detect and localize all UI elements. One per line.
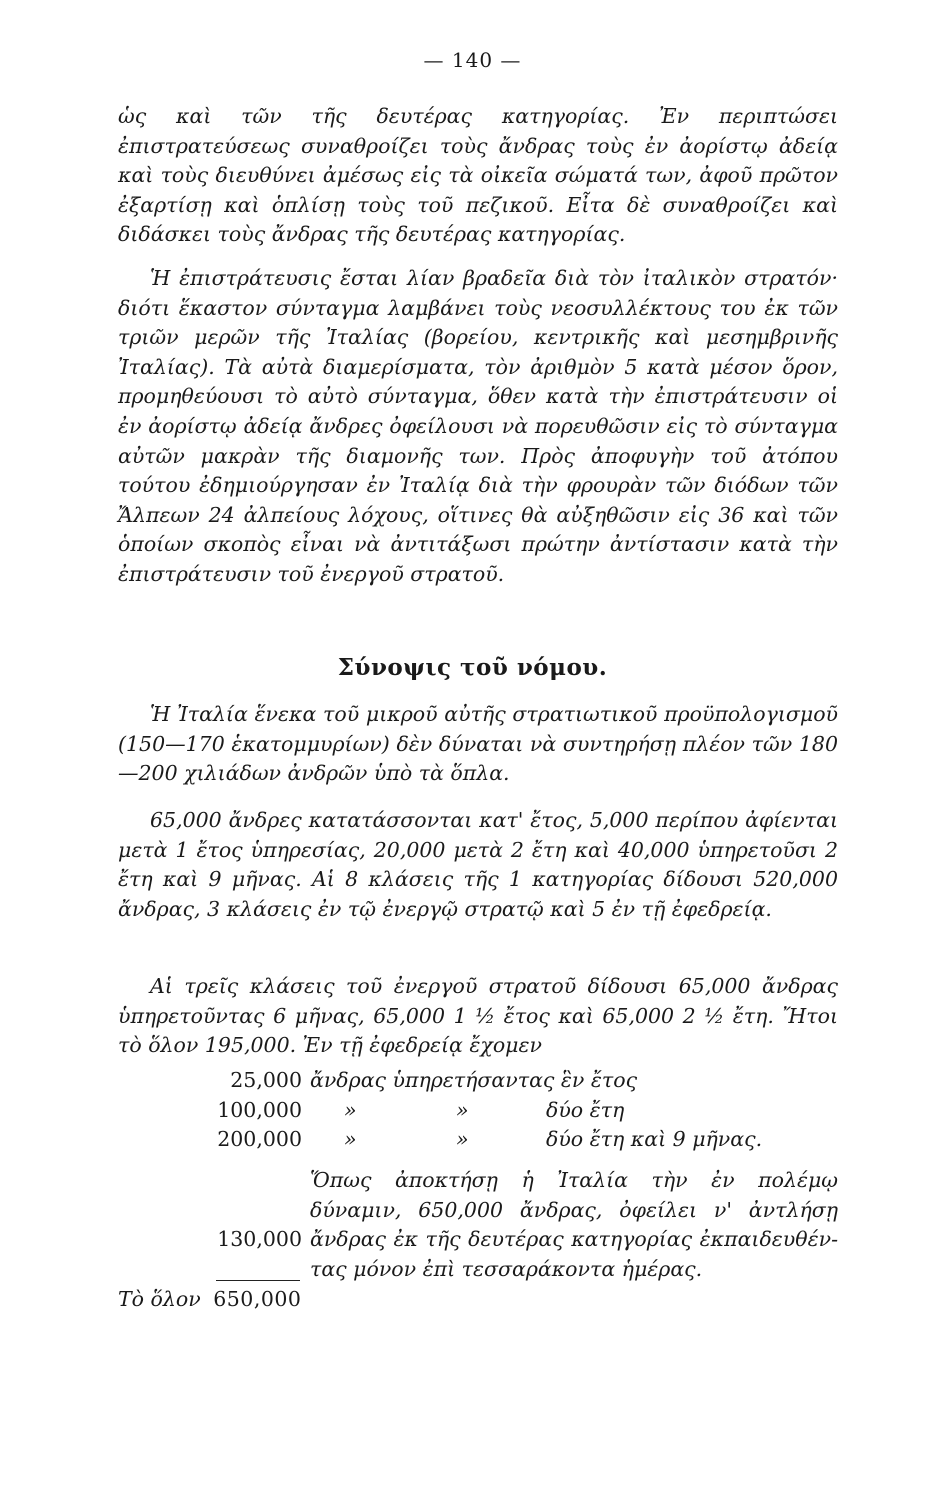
final-line <box>118 1166 838 1196</box>
reserve-count: 25,000 <box>230 1068 302 1092</box>
total-line <box>118 1287 301 1311</box>
section-heading: Σύνοψις τοῦ νόμου. <box>337 654 608 681</box>
total-value: 650,000 <box>213 1287 302 1311</box>
final-text: Ὅπως ἀποκτήσῃ ἡ Ἰταλία τὴν ἐν πολέμῳ <box>310 1168 838 1192</box>
reserve-period: δύο ἔτη καὶ 9 μῆνας. <box>546 1127 763 1152</box>
final-line <box>118 1225 838 1255</box>
ditto-mark: » <box>456 1097 469 1122</box>
page-number: — 140 — <box>423 48 522 72</box>
final-line <box>118 1196 838 1226</box>
reserve-row <box>118 1096 838 1126</box>
ditto-mark: » <box>456 1127 469 1152</box>
ditto-mark: » <box>344 1127 357 1152</box>
paragraph-text: Ἡ ἐπιστράτευσις ἔσται λίαν βραδεῖα διὰ τὸν ἰταλικὸν στρατόν· διότι ἕκαστον σύνταγμα λαμβάνει τοὺς νεοσυλλέκτους του ἐκ τῶν τριῶν μερῶν τῆς Ἰταλίας (βορείου, κεντρικῆς καὶ μεσημβρινῆς Ἰταλίας). Τὰ αὐτὰ διαμερίσματα, τὸν ἀριθμὸν 5 κατὰ μέσον ὅρον, προμηθεύουσι τὸ αὐτὸ σύνταγμα, ὅθεν κατὰ τὴν ἐπιστράτευσιν οἱ ἐν ἀορίστῳ ἀδείᾳ ἄνδρες ὀφείλουσι νὰ πορευθῶσιν εἰς τὸ σύνταγμα αὐτῶν μακρὰν τῆς διαμονῆς των. Πρὸς ἀποφυγὴν τοῦ ἀτόπου τούτου ἐδημιούργησαν ἐν Ἰταλίᾳ διὰ τὴν φρουρὰν τῶν διόδων τῶν Ἄλπεων 24 ἀλπείους λόχους, οἵτινες θὰ αὐξηθῶσιν εἰς 36 καὶ τῶν ὁποίων σκοπὸς εἶναι νὰ ἀντιτάξωσι πρώτην ἀντίστασιν κατὰ τὴν ἐπιστράτευσιν τοῦ ἐνεργοῦ στρατοῦ. <box>118 266 838 586</box>
paragraph-mobilization <box>118 264 838 590</box>
reserve-period: δύο ἔτη <box>546 1097 625 1122</box>
wartime-strength-block <box>118 1166 838 1284</box>
paragraph-budget <box>118 700 838 789</box>
second-category-count: 130,000 <box>217 1227 302 1252</box>
reserve-table <box>118 1066 838 1155</box>
reserve-row <box>118 1125 838 1155</box>
final-text: δύναμιν, 650,000 ἄνδρας, ὀφείλει ν' ἀντλήσῃ <box>310 1197 838 1222</box>
ditto-mark: » <box>344 1097 357 1122</box>
paragraph-text: Ἡ Ἰταλία ἕνεκα τοῦ μικροῦ αὐτῆς στρατιωτικοῦ προϋπολογισμοῦ (150—170 ἑκατομμυρίων) δὲν δύναται νὰ συντηρήσῃ πλέον τῶν 180—200 χιλιάδων ἀνδρῶν ὑπὸ τὰ ὅπλα. <box>118 702 838 786</box>
paragraph-text: Αἱ τρεῖς κλάσεις τοῦ ἐνεργοῦ στρατοῦ δίδουσι 65,000 ἄνδρας ὑπηρετοῦντας 6 μῆνας, 65,000 1 ½ ἔτος καὶ 65,000 2 ½ ἔτη. Ἤτοι τὸ ὅλον 195,000. Ἐν τῇ ἐφεδρείᾳ ἔχομεν <box>118 974 838 1058</box>
total-label: Τὸ ὅλον <box>118 1287 201 1311</box>
reserve-row <box>118 1066 838 1096</box>
total-rule <box>216 1280 300 1281</box>
paragraph-text: ὡς καὶ τῶν τῆς δευτέρας κατηγορίας. Ἐν περιπτώσει ἐπιστρατεύσεως συναθροίζει τοὺς ἄνδρας τοὺς ἐν ἀορίστῳ ἀδείᾳ καὶ τοὺς διευθύνει ἀμέσως εἰς τὰ οἰκεῖα σώματά των, ἀφοῦ πρῶτον ἐξαρτίσῃ καὶ ὁπλίσῃ τοὺς τοῦ πεζικοῦ. Εἶτα δὲ συναθροίζει καὶ διδάσκει τοὺς ἄνδρας τῆς δευτέρας κατηγορίας. <box>118 104 838 247</box>
final-text: ἄνδρας ἐκ τῆς δευτέρας κατηγορίας ἐκπαιδευθέν- <box>310 1227 838 1252</box>
paragraph-continuation <box>118 102 838 250</box>
final-text: τας μόνον ἐπὶ τεσσαράκοντα ἡμέρας. <box>310 1256 703 1281</box>
paragraph-text: 65,000 ἄνδρες κατατάσσονται κατ' ἔτος, 5,000 περίπου ἀφίενται μετὰ 1 ἔτος ὑπηρεσίας, 20,000 μετὰ 2 ἔτη καὶ 40,000 ὑπηρετοῦσι 2 ἔτη καὶ 9 μῆνας. Αἱ 8 κλάσεις τῆς 1 κατηγορίας δίδουσι 520,000 ἄνδρας, 3 κλάσεις ἐν τῷ ἐνεργῷ στρατῷ καὶ 5 ἐν τῇ ἐφεδρείᾳ. <box>118 808 838 921</box>
paragraph-active-army <box>118 972 838 1061</box>
reserve-count: 100,000 <box>217 1097 302 1122</box>
reserve-count: 200,000 <box>217 1127 302 1152</box>
reserve-description: ἄνδρας ὑπηρετήσαντας ἓν ἔτος <box>310 1068 638 1092</box>
paragraph-recruits <box>118 806 838 924</box>
